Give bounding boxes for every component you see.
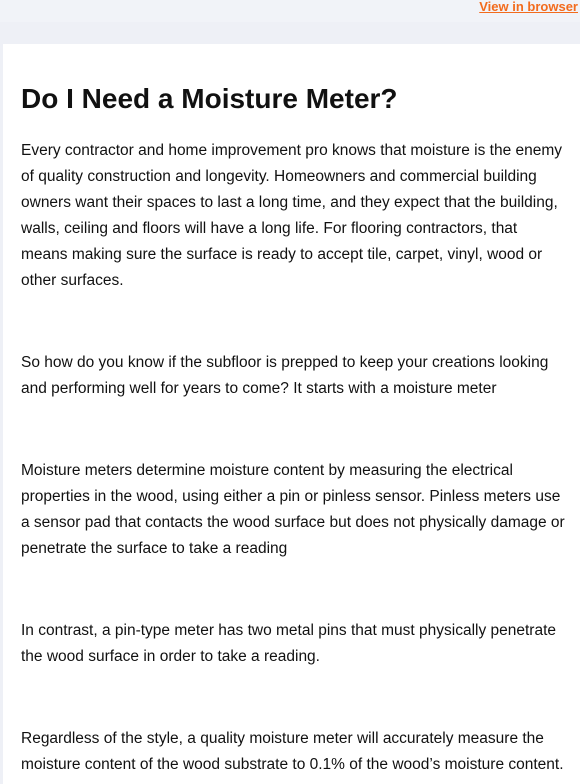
email-header-bar bbox=[0, 0, 580, 22]
article-title: Do I Need a Moisture Meter? bbox=[21, 83, 398, 114]
view-in-browser-link[interactable]: View in browser bbox=[479, 0, 578, 14]
article-card bbox=[3, 44, 580, 784]
article-paragraph-4: In contrast, a pin-type meter has two metal pins that must physically penetrate the wood surface in order to take a reading. bbox=[21, 622, 557, 665]
article-paragraph-1: Every contractor and home improvement pro knows that moisture is the enemy of quality construction and longevity. Homeowners and commercial building owners want their spaces to last a long time, and they expect that the building, walls, ceiling and floors will have a long life. For flooring contractors, that means making sure the surface is ready to accept tile, carpet, vinyl, wood or other surfaces. bbox=[21, 142, 563, 289]
article-paragraph-3: Moisture meters determine moisture content by measuring the electrical properties in the wood, using either a pin or pinless sensor. Pinless meters use a sensor pad that contacts the wood surface but does not physically damage or penetrate the surface to take a reading bbox=[21, 462, 565, 557]
article-paragraph-5: Regardless of the style, a quality moisture meter will accurately measure the moisture content of the wood substrate to 0.1% of the wood’s moisture content. bbox=[21, 730, 564, 773]
article-paragraph-2: So how do you know if the subfloor is prepped to keep your creations looking and performing well for years to come? It starts with a moisture meter bbox=[21, 354, 549, 397]
